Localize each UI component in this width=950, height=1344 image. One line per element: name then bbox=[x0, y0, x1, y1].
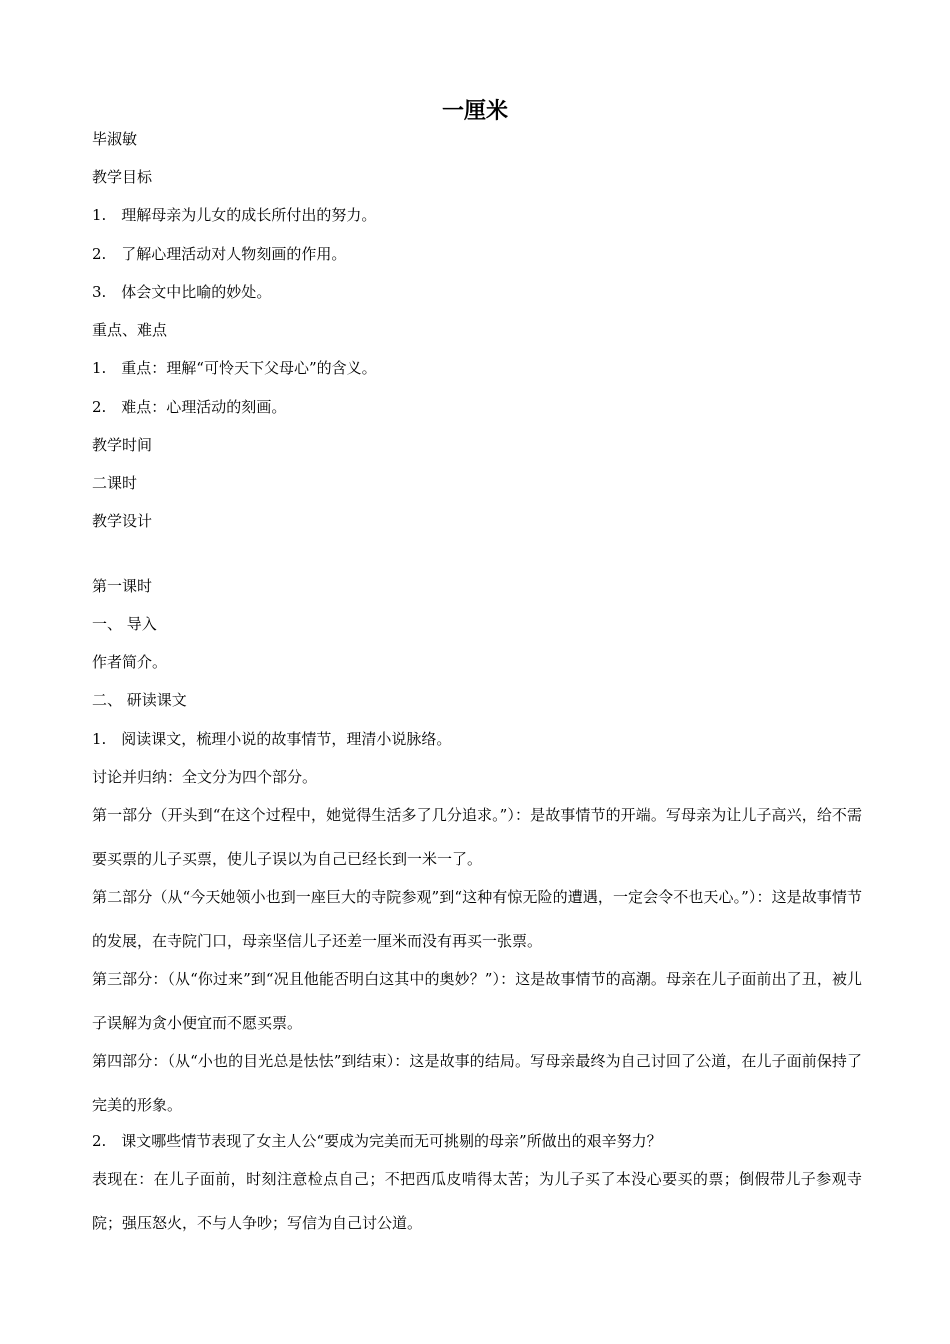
question-item: 1. 阅读课文，梳理小说的故事情节，理清小说脉络。 bbox=[92, 730, 452, 748]
part-paragraph: 第三部分：（从“你过来”到“况且他能否明白这其中的奥妙？”）：这是故事情节的高潮。母亲在儿子面前出了丑，被儿子误解为贪小便宜而不愿买票。 bbox=[92, 970, 862, 1032]
time-heading: 教学时间 bbox=[92, 436, 153, 454]
design-heading: 教学设计 bbox=[92, 512, 153, 530]
section-text: 作者简介。 bbox=[92, 653, 168, 671]
author-name: 毕淑敏 bbox=[92, 130, 138, 148]
key-points-heading: 重点、难点 bbox=[92, 321, 168, 339]
lesson-heading: 第一课时 bbox=[92, 577, 153, 595]
part-paragraph: 第四部分：（从“小也的目光总是怯怯”到结束）：这是故事的结局。写母亲最终为自己讨回了公道，在儿子面前保持了完美的形象。 bbox=[92, 1052, 862, 1114]
answer-paragraph: 表现在：在儿子面前，时刻注意检点自己；不把西瓜皮啃得太苦；为儿子买了本没心要买的票；倒假带儿子参观寺院；强压怒火，不与人争吵；写信为自己讨公道。 bbox=[92, 1170, 862, 1232]
goal-item: 3. 体会文中比喻的妙处。 bbox=[92, 283, 272, 301]
key-point-item: 2. 难点：心理活动的刻画。 bbox=[92, 398, 287, 416]
document-title: 一厘米 bbox=[441, 99, 508, 124]
section-heading: 二、 研读课文 bbox=[92, 691, 187, 709]
goal-item: 2. 了解心理活动对人物刻画的作用。 bbox=[92, 245, 347, 263]
key-point-item: 1. 重点：理解“可怜天下父母心”的含义。 bbox=[92, 359, 377, 377]
goal-item: 1. 理解母亲为儿女的成长所付出的努力。 bbox=[92, 206, 377, 224]
goals-heading: 教学目标 bbox=[92, 168, 153, 186]
section-heading: 一、 导入 bbox=[92, 615, 157, 633]
summary-text: 讨论并归纳：全文分为四个部分。 bbox=[92, 768, 318, 786]
part-paragraph: 第二部分（从“今天她领小也到一座巨大的寺院参观”到“这种有惊无险的遭遇，一定会令不也天心。”）：这是故事情节的发展，在寺院门口，母亲坚信儿子还差一厘米而没有再买一张票。 bbox=[92, 888, 862, 950]
part-paragraph: 第一部分（开头到“在这个过程中，她觉得生活多了几分追求。”）：是故事情节的开端。写母亲为让儿子高兴，给不需要买票的儿子买票，使儿子误以为自己已经长到一米一了。 bbox=[92, 806, 862, 868]
question-item: 2. 课文哪些情节表现了女主人公“要成为完美而无可挑剔的母亲”所做出的艰辛努力？ bbox=[92, 1132, 662, 1150]
time-value: 二课时 bbox=[92, 474, 138, 492]
